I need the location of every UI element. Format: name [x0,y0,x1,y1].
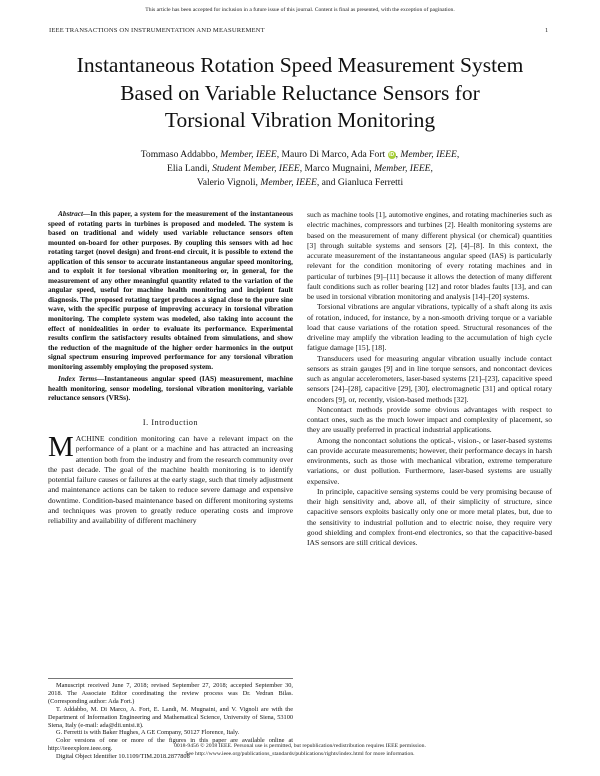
right-column [307,210,552,548]
title-line-1: Instantaneous Rotation Speed Measurement System [76,53,524,77]
author-role: Member, IEEE [374,163,431,175]
copyright-line: 0018-9456 © 2018 IEEE. Personal use is permitted, but republication/redistribution requires IEEE permission. [174,743,426,749]
author-line-1: Tommaso Addabbo, Member, IEEE, Mauro Di Marco, Ada Fort iD , Member, IEEE, [140,149,460,160]
index-terms-label: Index Terms [58,375,98,384]
copyright-notice [0,743,600,759]
body-paragraph: Noncontact methods provide some obvious advantages with respect to contact ones, such as the much lower impact and complexity of placement, so they are usually preferred in practical industrial applications. [307,404,552,435]
author-text: , Mauro Di Marco, Ada Fort [276,149,386,160]
body-paragraph: Torsional vibrations are angular vibrations, typically of a shaft along its axis of rotation, induced, for instance, by a non-smooth driving torque or a variable load that cause variations of the rotation speed. Structural resonances of the driveline may amplify the vibration leading to the accumulation of high cycle fatigue damage [15], [18]. [307,302,552,353]
body-paragraph: Transducers used for measuring angular vibration usually include contact sensors as strain gauges [9] and in line torque sensors, and noncontact devices such as angular accelerometers, laser-based systems [21]–[23], capacitive speed sensors [24]–[28], capacitive [29], [30], electromagnetic [31] and optical rotary encoders [9], or, recently, vision-based methods [32]. [307,353,552,404]
footnote: G. Ferretti is with Baker Hughes, A GE Company, 50127 Florence, Italy. [56,729,240,737]
orcid-icon[interactable]: iD [389,152,395,158]
author-text: Valerio Vignoli, [196,177,261,189]
author-line-3 [60,176,540,190]
body-paragraph: such as machine tools [1], automotive engines, and rotating machineries such as electric machines, compressors and turbines [2]. Health monitoring systems are based on the measurement of many different physical (or chemical) quantities [3] through suitable systems and sensors [2], [4]–[8]. In this context, the accurate measurement of the instantaneous angular speed (IAS) is particularly relevant for the condition monitoring of every rotating machines and in particular of turbines [9]–[11] because it allows the detection of many different fault conditions such as roller bearing [12] and rotor blades faults [13], and can be used in torsional vibration monitoring and analysis [14]–[20] systems. [307,210,552,301]
title-line-2: Based on Variable Reluctance Sensors for [120,80,480,105]
author-role: Member, IEEE [400,149,457,160]
intro-text: ACHINE condition monitoring can have a relevant impact on the performance of a plant or a machine and has attracted an increasing attention both from the industry and from the research community over the past decade. The goal of the machine health monitoring is to identify potential failure causes or failures at the early stage, such that timely adjustment and maintenance actions can be taken to reduce severe damage and expensive downtime. Condition-based maintenance based on different monitoring systems and techniques was proven to greatly reduce operating costs and improve reliability and availability of different machinery [48,434,293,526]
journal-name: IEEE TRANSACTIONS ON INSTRUMENTATION AND MEASUREMENT [49,27,265,34]
author-role: Member, IEEE [260,177,317,189]
author-text: Tommaso Addabbo, [140,149,221,160]
paper-title [50,52,550,135]
title-line-3: Torsional Vibration Monitoring [164,108,436,132]
index-terms: Index Terms—Instantaneous angular speed (IAS) measurement, machine health monitoring, sensor modeling, torsional vibration monitoring, variable reluctance sensors (VRSs). [48,375,293,403]
author-text: , and Gianluca Ferretti [316,177,404,189]
author-role: Student Member, IEEE [212,163,300,175]
footnote: Digital Object Identifier 10.1109/TIM.2018.2877808 [56,753,190,761]
body-paragraph: Among the noncontact solutions the optical-, vision-, or laser-based systems can provide accurate measurements; however, their performance decays in harsh environments, such as those with mechanical vibration, extreme temperature variations, or dust pollution. Furthermore, laser-based systems are usually expensive. [307,435,552,486]
author-line-2: Elia Landi, Student Member, IEEE, Marco Mugnaini, Member, IEEE, [167,163,433,175]
body-paragraph: In principle, capacitive sensing systems could be very promising because of their high sensitivity and, above all, of their simplicity of structure, since capacitive sensors exploits basically only one or more metal plates, but, due to the sensitivity to industrial pollution and to electric noise, they require very good shielding and complex front-end electronics, so that the capacitive-based IAS sensors are still critical devices. [307,486,552,547]
abstract-label: Abstract [58,210,83,218]
rights-link[interactable]: See http://www.ieee.org/publications_standards/publications/rights/index.html for more information. [185,750,415,757]
author-text: , Marco Mugnaini, [299,163,375,175]
left-column [48,210,293,526]
footnote: Manuscript received June 7, 2018; revised September 27, 2018; accepted September 30, 2018. The Associate Editor coordinating the review process was Dr. Vedran Bilas. (Corresponding author: Ada Fort.) [48,682,293,705]
section-heading: I. Introduction [142,417,199,427]
acceptance-note: This article has been accepted for inclusion in a future issue of this journal. Content is final as presented, with the exception of pagination. [145,7,455,13]
drop-cap: M [48,431,74,464]
intro-paragraph [48,431,293,526]
author-text: Elia Landi, [167,163,213,175]
abstract: Abstract—In this paper, a system for the measurement of the instantaneous speed of rotating parts in turbines is proposed and modeled. The system is based on traditional and widely used variable reluctance sensors often mounted on-board for other purposes. By coupling this sensors with ad hoc rotating target (novel design) and front-end circuit, it is possible to extend the application of this sensor to accurate instantaneous angular speed monitoring, and to exploit it for torsional vibration monitoring or, in general, for the measurement of any other meaningful quantity related to the variation of the angular speed, useful for machine health monitoring and incipient fault diagnosis. The proposed rotating target produces a signal close to the pure sine wave, with the specific purpose of improving accuracy in torsional vibration monitoring. The complete system was modeled, also taking into account the effect of nonidealities in order to evaluate its performance. Experimental results confirm the satisfactory results obtained from simulations, and show the reduction of the magnitude of the higher order harmonics in the output signal spectrum ensuring improved performance for any torsional vibration monitoring assembly employing the proposed system. [48,210,293,371]
author-list [60,148,540,191]
index-terms-text: Instantaneous angular speed (IAS) measurement, machine health monitoring, sensor modeling, torsional vibration monitoring, variable reluctance sensors (VRSs). [48,375,293,403]
footnote: Color versions of one or more of the figures in this paper are available online at http://ieeexplore.ieee.org. [48,737,293,753]
abstract-text: In this paper, a system for the measurement of the instantaneous speed of rotating parts in turbines is proposed and modeled. The system is based on traditional and widely used variable reluctance sensors often mounted on-board for other purposes. By coupling this sensors with ad hoc rotating target (novel design) and front-end circuit, it is possible to extend the application of this sensor to accurate instantaneous angular speed monitoring, and to exploit it for torsional vibration monitoring or, in general, for the measurement of any other meaningful quantity related to the variation of the angular speed, useful for machine health monitoring and incipient fault diagnosis. The proposed rotating target produces a signal close to the pure sine wave, with the specific purpose of improving accuracy in torsional vibration monitoring. The complete system was modeled, also taking into account the effect of nonidealities in order to evaluate its performance. Experimental results confirm the satisfactory results obtained from simulations, and show the reduction of the magnitude of the higher order harmonics in the output signal spectrum ensuring improved performance for any torsional vibration monitoring assembly employing the proposed system. [48,210,293,371]
footnote: T. Addabbo, M. Di Marco, A. Fort, E. Landi, M. Mugnaini, and V. Vignoli are with the Department of Information Engineering and Mathematical Science, University of Siena, 53100 Siena, Italy (e-mail: ada@dii.unisi.it). [48,705,293,729]
author-role: Member, IEEE [220,149,277,160]
page-number: 1 [545,27,549,34]
